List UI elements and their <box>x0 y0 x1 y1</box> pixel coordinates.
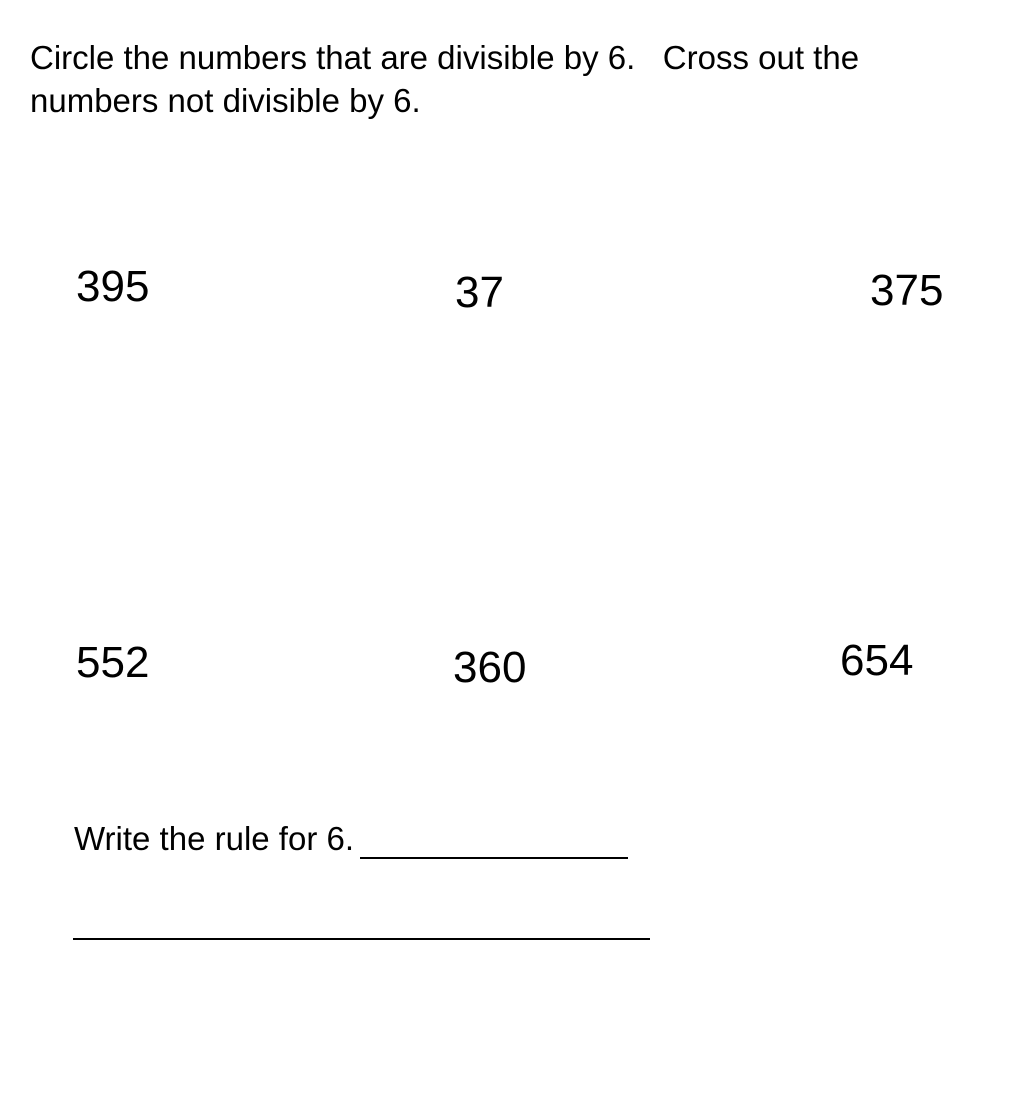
number-item[interactable]: 360 <box>453 643 527 692</box>
rule-answer-blank[interactable] <box>360 821 628 859</box>
rule-answer-line[interactable] <box>73 938 650 940</box>
number-item[interactable]: 654 <box>840 636 914 685</box>
number-item[interactable]: 395 <box>76 262 150 311</box>
instructions-text: Circle the numbers that are divisible by 6. Cross out the numbers not divisible by 6. <box>30 39 869 119</box>
number-item[interactable]: 375 <box>870 266 944 315</box>
rule-prompt-row <box>74 819 628 859</box>
number-item[interactable]: 552 <box>76 638 150 687</box>
rule-prompt-label: Write the rule for 6. <box>74 820 355 857</box>
number-item[interactable]: 37 <box>455 268 504 317</box>
